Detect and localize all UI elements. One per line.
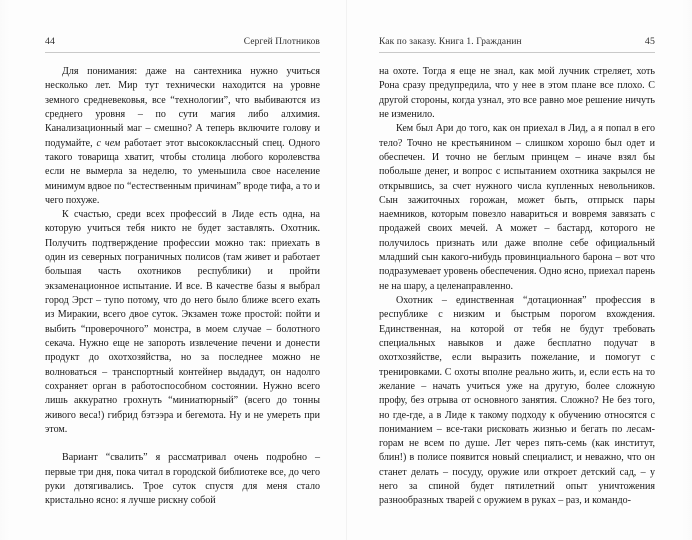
- emphasis-text: с чем: [96, 137, 121, 149]
- paragraph: Охотник – единственная “дотационная” профессия в республике с низким и быстрым порогом вхождения. Единственная, на которой от тебя не будут требовать специальных навыков и даже бесплатно подучат в охотхозяйстве, если выразить пожелание, и помогут с тренировками. С охоты вполне реально жить, и, если есть на то желание – начать учиться уже на другую, более сложную профу, без отрыва от основного занятия. Сложно? Не без того, но где-где, а в Лиде к такому подходу к обучению относятся с пониманием – все-таки рисковать жизнью и бегать по лесам-горам не всем по душе. Лет через пять-семь (как институт, блин!) в полисе появится новый специалист, и неважно, что он станет делать – посуду, оружие или откроет детский сад, – у него за спиной будет пятилетний опыт уничтожения разнообразных тварей с оружием в руках – раз, и командо-: [379, 295, 655, 507]
- page-right: [346, 0, 692, 540]
- running-head-left: [45, 36, 320, 53]
- paragraph: Для понимания: даже на сантехника нужно учиться несколько лет. Мир тут технически находится на уровне земного средневековья, все “технологии”, что выбиваются из среднего уровня – по сути магия либо алхимия. Канализационный маг – смешно? А теперь включите голову и подумайте, с чем работает этот высококлассный спец. Одного такого товарища хватит, чтобы столица любого королевства если не вымерла за неделю, то уменьшила свое население минимум вдвое по “естественным причинам” вроде тифа, а то и чего похуже.: [45, 66, 320, 206]
- page-number-right: 45: [644, 36, 655, 47]
- paragraph: Вариант “свалить” я рассматривал очень подробно – первые три дня, пока читал в городской библиотеке все, до чего руки дотягивались. Трое суток спустя для меня стало кристально ясно: я лучше рискну собой: [45, 452, 320, 507]
- running-head-right: [379, 36, 655, 53]
- page-number-left: 44: [45, 36, 56, 47]
- paragraph: Кем был Ари до того, как он приехал в Лид, а я попал в его тело? Точно не крестьянином – слишком хорошо был одет и обеспечен. И точно не беглым принцем – иначе взял бы побольше денег, и вопрос с испытанием охотника закрылся не открывшись, за счет нужного числа купленных невольников. Сын зажиточных горожан, может быть, отпрыск пары наемников, которым повезло навариться и вовремя завязать с продажей своих мечей. А может – бастард, которого не получилось признать или даже вполне себе официальный младший сын какого-нибудь провинциального барона – вот что подразумевает уровень обеспечения. Одно ясно, приехал парень не на шару, а целенаправленно.: [379, 123, 655, 292]
- body-text-left: [45, 65, 320, 509]
- body-text-right: [379, 65, 655, 509]
- paragraph: К счастью, среди всех профессий в Лиде есть одна, на которую учиться тебя никто не будет заставлять. Охотник. Получить подтверждение профессии можно так: приехать в один из северных пограничных полисов (там живет и работает большая часть охотников республики) и пройти экзаменационное испытание. И все. В качестве базы я выбрал город Эрст – тупо потому, что до него было ближе всего ехать из Миракии, всего двое суток. Экзамен тоже простой: пойти и выбить “проверочного” монстра, в моем случае – болотного секача. Нужно еще не запороть извлечение печени и донести продукт до охотхозяйства, но за последнее можно не волноваться – транспортный контейнер выдадут, он надолго сохраняет орган в работоспособном состоянии. Нужно всего лишь аккуратно грохнуть “миниатюрный” (всего до тонны живого веса!) гибрид бэтээра и бегемота. Ну и не умереть при этом.: [45, 209, 320, 435]
- running-head-title: Как по заказу. Книга 1. Гражданин: [379, 37, 522, 47]
- paragraph: на охоте. Тогда я еще не знал, как мой лучник стреляет, хоть Рона сразу предупредила, что у нее в этом плане все плохо. С другой стороны, когда узнал, это все равно мое решение ничуть не изменило.: [379, 66, 655, 120]
- running-head-author: Сергей Плотников: [243, 37, 320, 47]
